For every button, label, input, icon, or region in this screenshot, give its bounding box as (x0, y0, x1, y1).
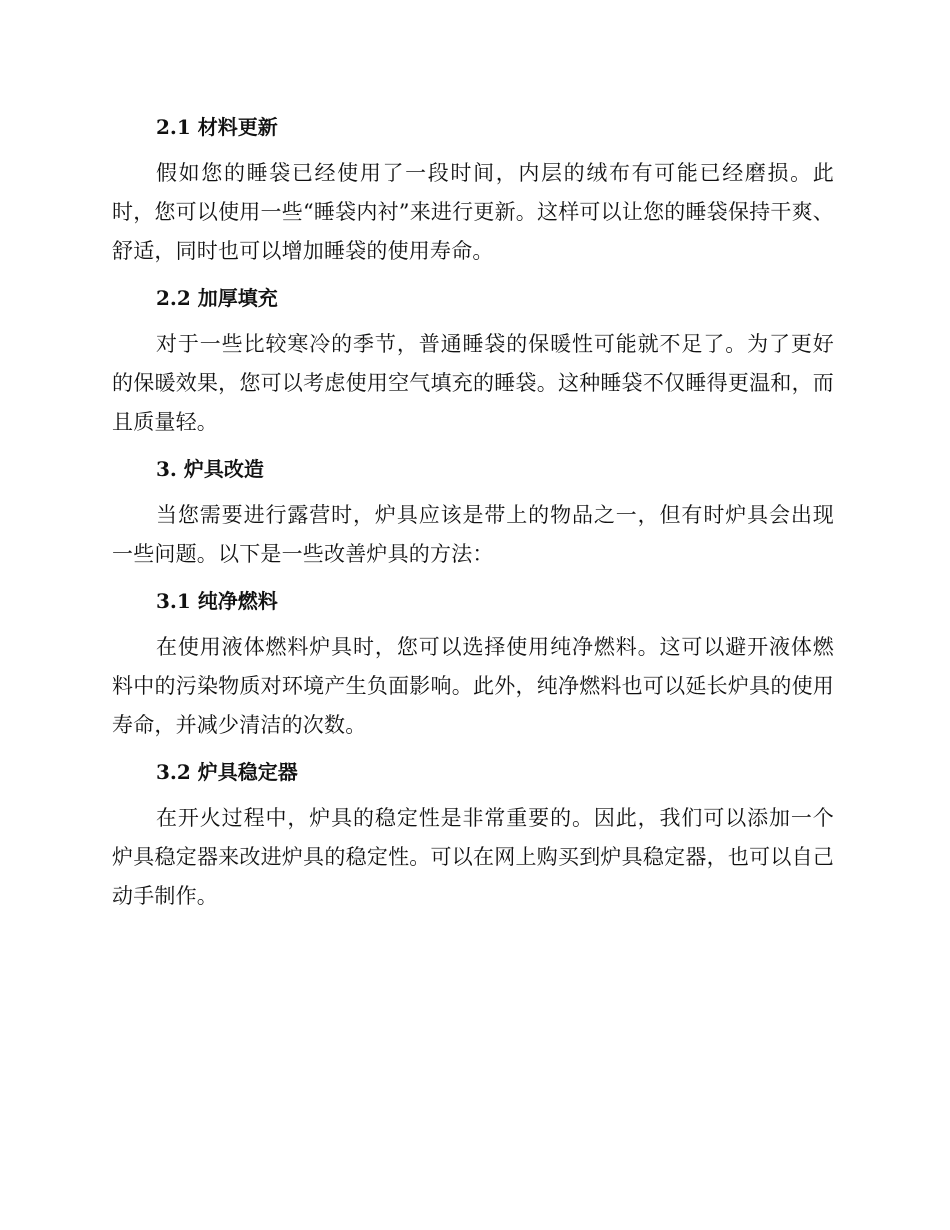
section-paragraph-2-1: 假如您的睡袋已经使用了一段时间，内层的绒布有可能已经磨损。此时，您可以使用一些“睡袋内衬”来进行更新。这样可以让您的睡袋保持干爽、舒适，同时也可以增加睡袋的使用寿命。 (112, 161, 834, 263)
section-paragraph-2-2: 对于一些比较寒冷的季节，普通睡袋的保暖性可能就不足了。为了更好的保暖效果，您可以考虑使用空气填充的睡袋。这种睡袋不仅睡得更温和，而且质量轻。 (112, 332, 834, 434)
section-paragraph-3: 当您需要进行露营时，炉具应该是带上的物品之一，但有时炉具会出现一些问题。以下是一些改善炉具的方法： (112, 503, 834, 566)
section-heading-3-1: 3.1 纯净燃料 (156, 589, 278, 613)
section-paragraph-3-1: 在使用液体燃料炉具时，您可以选择使用纯净燃料。这可以避开液体燃料中的污染物质对环境产生负面影响。此外，纯净燃料也可以延长炉具的使用寿命，并减少清洁的次数。 (112, 635, 834, 737)
section-heading-3-2: 3.2 炉具稳定器 (156, 760, 298, 784)
document-body (112, 112, 834, 916)
section-heading-2-1: 2.1 材料更新 (156, 115, 278, 139)
section-paragraph-3-2: 在开火过程中，炉具的稳定性是非常重要的。因此，我们可以添加一个炉具稳定器来改进炉具的稳定性。可以在网上购买到炉具稳定器，也可以自己动手制作。 (112, 806, 834, 908)
section-heading-2-2: 2.2 加厚填充 (156, 286, 278, 310)
section-heading-3: 3. 炉具改造 (156, 457, 264, 481)
